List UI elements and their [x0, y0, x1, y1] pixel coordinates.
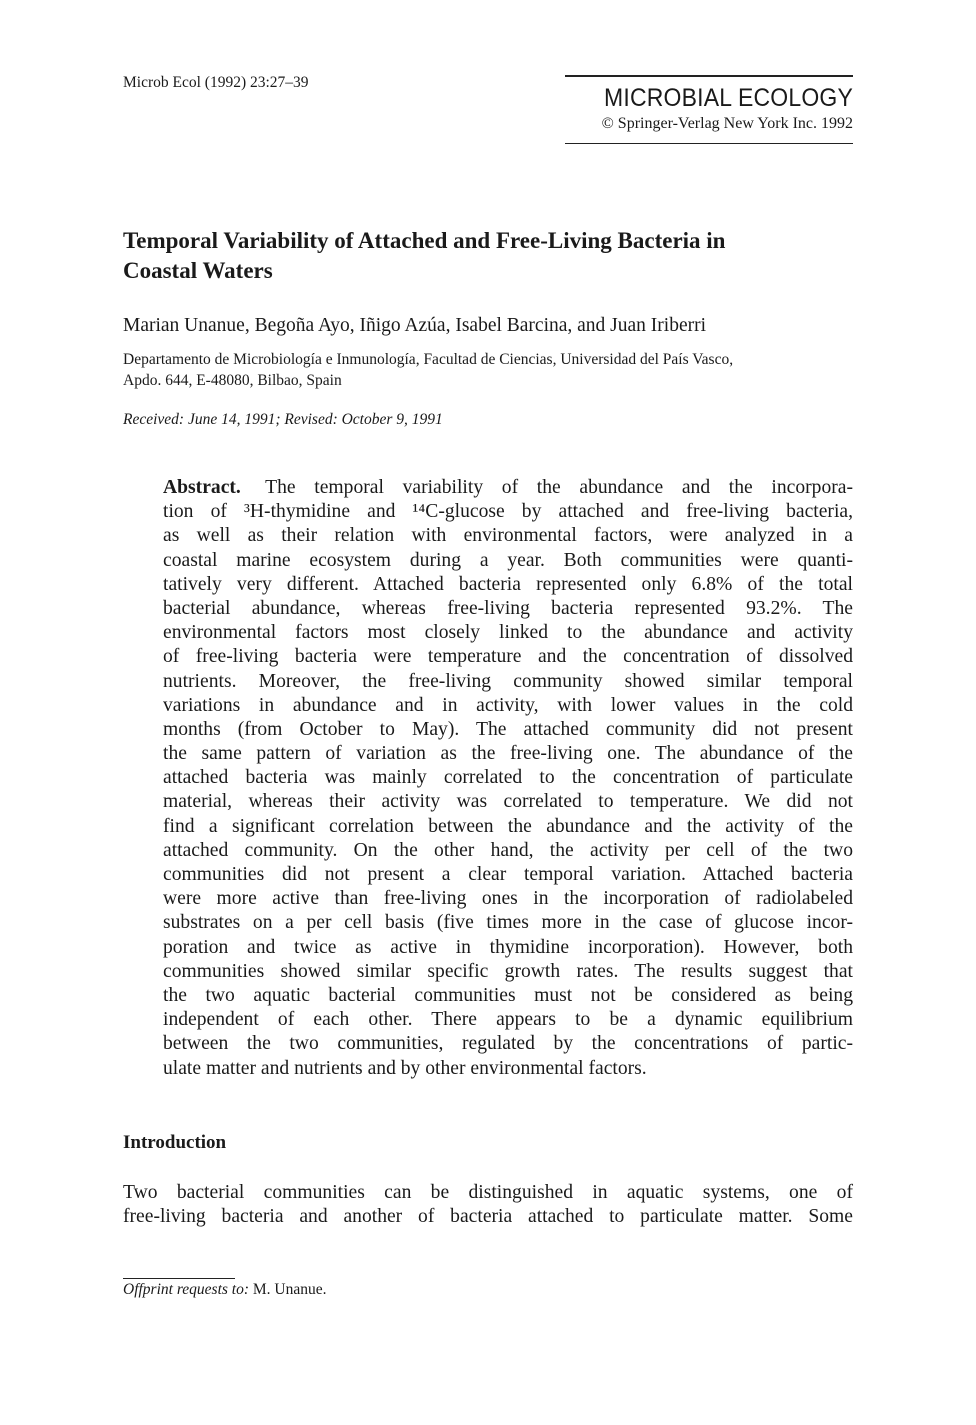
abstract-line-text: the two aquatic bacterial communities must not be considered as being	[163, 984, 853, 1006]
abstract-line	[163, 863, 853, 887]
abstract-line-text: communities did not present a clear temporal variation. Attached bacteria	[163, 864, 853, 885]
abstract-line-text: nutrients. Moreover, the free-living community showed similar temporal	[163, 670, 853, 692]
abstract-line	[163, 911, 853, 935]
abstract-line	[163, 718, 853, 742]
abstract-line	[163, 815, 853, 839]
abstract-line	[163, 597, 853, 621]
abstract-line	[163, 960, 853, 984]
footnote-text: M. Unanue.	[252, 1281, 327, 1298]
abstract-line-text: coastal marine ecosystem during a year. Both communities were quanti-	[163, 549, 853, 571]
affiliation	[123, 349, 853, 391]
abstract-line	[163, 670, 853, 694]
affiliation-line: Apdo. 644, E-48080, Bilbao, Spain	[123, 372, 342, 389]
abstract-line	[163, 887, 853, 911]
abstract-line-text: attached community. On the other hand, the activity per cell of the two	[163, 839, 853, 861]
abstract-line-text: find a significant correlation between the abundance and the activity of the	[163, 815, 853, 837]
received-dates: Received: June 14, 1991; Revised: October 9, 1991	[123, 411, 443, 428]
introduction-line: Two bacterial communities can be distinguished in aquatic systems, one of	[123, 1182, 853, 1203]
abstract-line	[163, 573, 853, 597]
abstract-line-text: communities showed similar specific growth rates. The results suggest that	[163, 960, 853, 982]
abstract-line	[163, 621, 853, 645]
abstract	[163, 476, 853, 1081]
abstract-line	[163, 742, 853, 766]
masthead-bottom-rule	[565, 143, 853, 145]
abstract-line	[163, 1057, 853, 1081]
footnote	[123, 1281, 327, 1299]
abstract-line	[163, 694, 853, 718]
title-line: Temporal Variability of Attached and Free-Living Bacteria in	[123, 228, 726, 253]
abstract-line	[163, 549, 853, 573]
abstract-label: Abstract.	[163, 477, 241, 498]
abstract-line-text: tatively very different. Attached bacteria represented only 6.8% of the total	[163, 573, 853, 595]
abstract-line-text: the same pattern of variation as the free-living one. The abundance of the	[163, 743, 853, 765]
abstract-line-text: months (from October to May). The attached community did not present	[163, 718, 853, 740]
affiliation-line: Departamento de Microbiología e Inmunología, Facultad de Ciencias, Universidad del País Vasco,	[123, 351, 734, 368]
abstract-line	[163, 1032, 853, 1056]
abstract-line-text: tion of ³H-thymidine and ¹⁴C-glucose by attached and free-living bacteria,	[163, 501, 853, 523]
abstract-line	[163, 645, 853, 669]
journal-name: MICROBIAL ECOLOGY	[604, 83, 853, 112]
abstract-line	[163, 790, 853, 814]
abstract-line	[163, 766, 853, 790]
abstract-line	[163, 839, 853, 863]
abstract-line	[163, 500, 853, 524]
abstract-line-text: poration and twice as active in thymidine incorporation). However, both	[163, 936, 853, 958]
abstract-line-text: independent of each other. There appears to be a dynamic equilibrium	[163, 1009, 853, 1031]
abstract-line-text: substrates on a per cell basis (five times more in the case of glucose incor-	[163, 912, 853, 934]
journal-reference: Microb Ecol (1992) 23:27–39	[123, 74, 309, 91]
abstract-line-text: of free-living bacteria were temperature and the concentration of dissolved	[163, 646, 853, 668]
masthead-top-rule	[565, 75, 853, 77]
article-title	[123, 226, 853, 286]
section-heading-introduction: Introduction	[123, 1132, 227, 1153]
introduction-line: free-living bacteria and another of bacteria attached to particulate matter. Some	[123, 1206, 853, 1228]
abstract-line-text: material, whereas their activity was correlated to temperature. We did not	[163, 791, 853, 813]
abstract-line-text: as well as their relation with environmental factors, were analyzed in a	[163, 525, 853, 547]
title-line: Coastal Waters	[123, 258, 273, 283]
abstract-line	[163, 984, 853, 1008]
footnote-rule	[123, 1278, 235, 1279]
abstract-line	[163, 936, 853, 960]
abstract-line-text: were more active than free-living ones in the incorporation of radiolabeled	[163, 888, 853, 910]
copyright: © Springer-Verlag New York Inc. 1992	[601, 114, 853, 132]
abstract-line-text: between the two communities, regulated by the concentrations of partic-	[163, 1033, 853, 1055]
authors: Marian Unanue, Begoña Ayo, Iñigo Azúa, Isabel Barcina, and Juan Iriberri	[123, 315, 707, 336]
abstract-line-text: environmental factors most closely linked to the abundance and activity	[163, 622, 853, 644]
introduction-body	[123, 1181, 853, 1229]
abstract-line-text: bacterial abundance, whereas free-living bacteria represented 93.2%. The	[163, 597, 853, 619]
journal-masthead	[565, 75, 853, 144]
footnote-label: Offprint requests to:	[123, 1281, 250, 1298]
abstract-line	[163, 476, 853, 500]
abstract-line-text: attached bacteria was mainly correlated to the concentration of particulate	[163, 767, 853, 789]
abstract-line-text: The temporal variability of the abundance and the incorpora-	[265, 477, 853, 498]
abstract-line	[163, 1008, 853, 1032]
abstract-line	[163, 524, 853, 548]
abstract-line-text: variations in abundance and in activity, with lower values in the cold	[163, 694, 853, 716]
abstract-line-text: ulate matter and nutrients and by other environmental factors.	[163, 1057, 647, 1079]
